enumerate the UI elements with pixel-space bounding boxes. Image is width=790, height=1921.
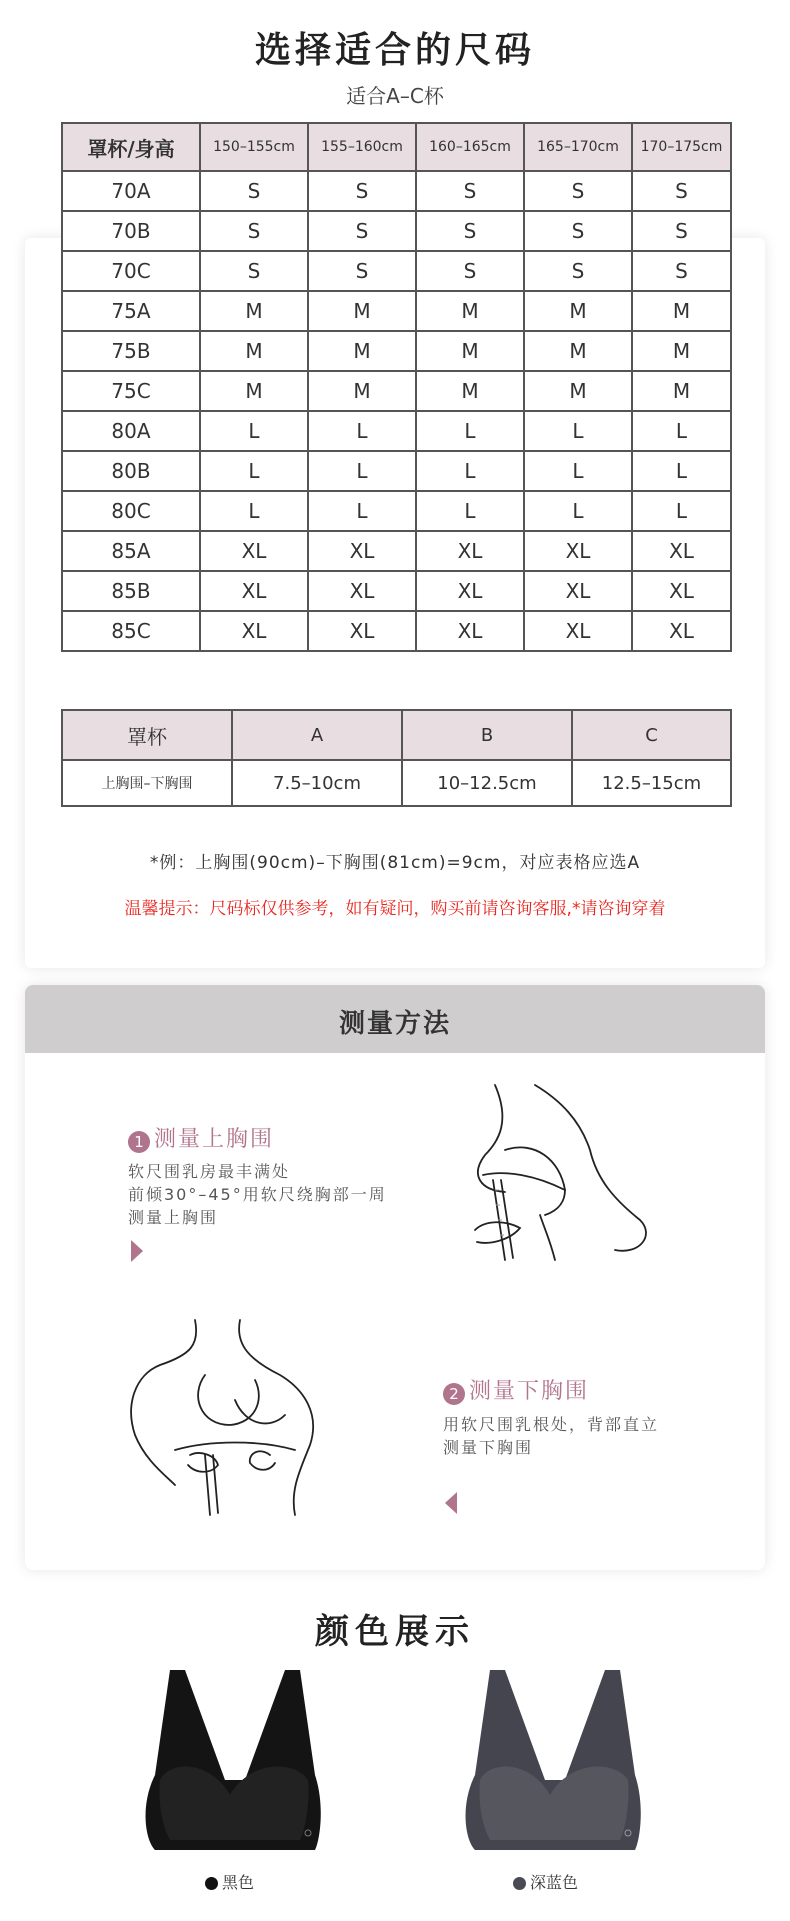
color-option-black <box>205 1870 254 1893</box>
table-row <box>62 611 731 651</box>
size-cell: S <box>308 171 416 211</box>
size-cell: S <box>200 211 308 251</box>
size-cell: S <box>632 251 731 291</box>
table-row <box>62 371 731 411</box>
size-cell: L <box>416 451 524 491</box>
table-row <box>62 411 731 451</box>
size-cell: L <box>632 411 731 451</box>
size-cell: XL <box>524 571 632 611</box>
cup-size-cell: 80C <box>62 491 200 531</box>
size-cell: XL <box>200 571 308 611</box>
step1-line: 软尺围乳房最丰满处 <box>128 1162 291 1181</box>
size-cell: L <box>308 451 416 491</box>
cup-size-cell: 85C <box>62 611 200 651</box>
size-cell: XL <box>632 531 731 571</box>
size-cell: L <box>524 451 632 491</box>
table-row <box>62 571 731 611</box>
size-cell: L <box>200 451 308 491</box>
cup-column-header: B <box>402 710 572 760</box>
under-bust-illustration <box>120 1315 370 1525</box>
table-row <box>62 251 731 291</box>
height-column-header: 160–165cm <box>416 123 524 171</box>
step1-line: 测量上胸围 <box>128 1208 219 1227</box>
cup-range-cell: 7.5–10cm <box>232 760 402 806</box>
cup-column-header: A <box>232 710 402 760</box>
cup-table-corner: 罩杯 <box>62 710 232 760</box>
size-cell: M <box>200 371 308 411</box>
cup-table-header-row <box>62 710 731 760</box>
size-cell: XL <box>308 571 416 611</box>
measure-card <box>25 985 765 1570</box>
color-name: 深蓝色 <box>530 1873 579 1892</box>
tip-text: 温馨提示：尺码标仅供参考，如有疑问，购买前请咨询客服,*请咨询穿着 <box>124 899 666 919</box>
size-cell: M <box>200 331 308 371</box>
size-cell: S <box>200 171 308 211</box>
size-cell: S <box>308 251 416 291</box>
size-cell: M <box>524 331 632 371</box>
cup-table-row <box>62 760 731 806</box>
size-cell: XL <box>524 611 632 651</box>
size-cell: XL <box>416 571 524 611</box>
step2-number-icon: 2 <box>443 1383 465 1405</box>
size-cell: S <box>308 211 416 251</box>
size-cell: L <box>200 491 308 531</box>
size-cell: XL <box>308 611 416 651</box>
step1-number-icon: 1 <box>128 1131 150 1153</box>
size-cell: XL <box>416 531 524 571</box>
size-cell: XL <box>200 531 308 571</box>
height-column-header: 165–170cm <box>524 123 632 171</box>
step1-title: 测量上胸围 <box>154 1127 275 1152</box>
table-row <box>62 291 731 331</box>
size-table <box>61 122 732 652</box>
size-cell: XL <box>524 531 632 571</box>
cup-row-label: 上胸围–下胸围 <box>62 760 232 806</box>
size-cell: XL <box>200 611 308 651</box>
size-cell: M <box>632 371 731 411</box>
black-bra-image <box>130 1665 340 1865</box>
cup-size-cell: 70C <box>62 251 200 291</box>
size-cell: S <box>632 171 731 211</box>
triangle-right-icon <box>131 1240 143 1262</box>
size-cell: M <box>416 291 524 331</box>
table-row <box>62 331 731 371</box>
size-cell: S <box>524 171 632 211</box>
step1-heading <box>128 1122 274 1153</box>
size-cell: L <box>632 491 731 531</box>
step2-line: 用软尺围乳根处，背部直立 <box>443 1415 660 1434</box>
size-table-header-row <box>62 123 731 171</box>
size-cell: L <box>416 491 524 531</box>
size-cell: M <box>308 331 416 371</box>
step2-line: 测量下胸围 <box>443 1438 534 1457</box>
size-cell: M <box>632 331 731 371</box>
height-column-header: 150–155cm <box>200 123 308 171</box>
table-row <box>62 211 731 251</box>
size-cell: XL <box>632 611 731 651</box>
table-row <box>62 491 731 531</box>
step1-description <box>128 1160 458 1229</box>
size-cell: M <box>200 291 308 331</box>
table-row <box>62 451 731 491</box>
size-cell: S <box>416 211 524 251</box>
measure-title: 测量方法 <box>338 1009 451 1039</box>
cup-size-cell: 85B <box>62 571 200 611</box>
step2-description <box>443 1413 743 1459</box>
size-cell: S <box>524 251 632 291</box>
size-cell: L <box>308 411 416 451</box>
size-cell: L <box>200 411 308 451</box>
size-cell: M <box>416 331 524 371</box>
size-table-corner: 罩杯/身高 <box>62 123 200 171</box>
size-cell: L <box>632 451 731 491</box>
upper-bust-illustration <box>465 1080 675 1270</box>
size-cell: XL <box>632 571 731 611</box>
cup-table <box>61 709 732 807</box>
size-cell: M <box>524 291 632 331</box>
cup-size-cell: 80A <box>62 411 200 451</box>
page-title: 选择适合的尺码 <box>254 30 535 71</box>
size-cell: L <box>524 411 632 451</box>
size-cell: L <box>416 411 524 451</box>
table-row <box>62 531 731 571</box>
cup-column-header: C <box>572 710 731 760</box>
size-cell: M <box>308 291 416 331</box>
size-cell: M <box>632 291 731 331</box>
size-cell: S <box>416 251 524 291</box>
color-dot-icon <box>513 1877 526 1890</box>
cup-size-cell: 70B <box>62 211 200 251</box>
cup-size-cell: 75B <box>62 331 200 371</box>
cup-size-cell: 80B <box>62 451 200 491</box>
color-option-navy <box>513 1870 578 1893</box>
size-cell: M <box>524 371 632 411</box>
size-cell: S <box>200 251 308 291</box>
step2-heading <box>443 1374 589 1405</box>
size-cell: S <box>524 211 632 251</box>
color-name: 黑色 <box>222 1873 255 1892</box>
navy-bra-image <box>450 1665 660 1865</box>
size-cell: M <box>308 371 416 411</box>
size-cell: L <box>308 491 416 531</box>
size-cell: S <box>632 211 731 251</box>
size-cell: S <box>416 171 524 211</box>
cup-size-cell: 75A <box>62 291 200 331</box>
cup-range-cell: 12.5–15cm <box>572 760 731 806</box>
height-column-header: 170–175cm <box>632 123 731 171</box>
size-cell: XL <box>308 531 416 571</box>
size-cell: M <box>416 371 524 411</box>
size-cell: L <box>524 491 632 531</box>
size-cell: XL <box>416 611 524 651</box>
color-section-title: 颜色展示 <box>315 1612 475 1652</box>
step1-line: 前倾30°–45°用软尺绕胸部一周 <box>128 1185 387 1204</box>
cup-size-cell: 70A <box>62 171 200 211</box>
triangle-left-icon <box>445 1492 457 1514</box>
example-text: *例：上胸围(90cm)–下胸围(81cm)=9cm，对应表格应选A <box>149 853 641 873</box>
cup-size-cell: 75C <box>62 371 200 411</box>
step2-title: 测量下胸围 <box>469 1379 590 1404</box>
height-column-header: 155–160cm <box>308 123 416 171</box>
cup-range-cell: 10–12.5cm <box>402 760 572 806</box>
table-row <box>62 171 731 211</box>
color-dot-icon <box>205 1877 218 1890</box>
page-subtitle: 适合A–C杯 <box>346 84 444 108</box>
cup-size-cell: 85A <box>62 531 200 571</box>
